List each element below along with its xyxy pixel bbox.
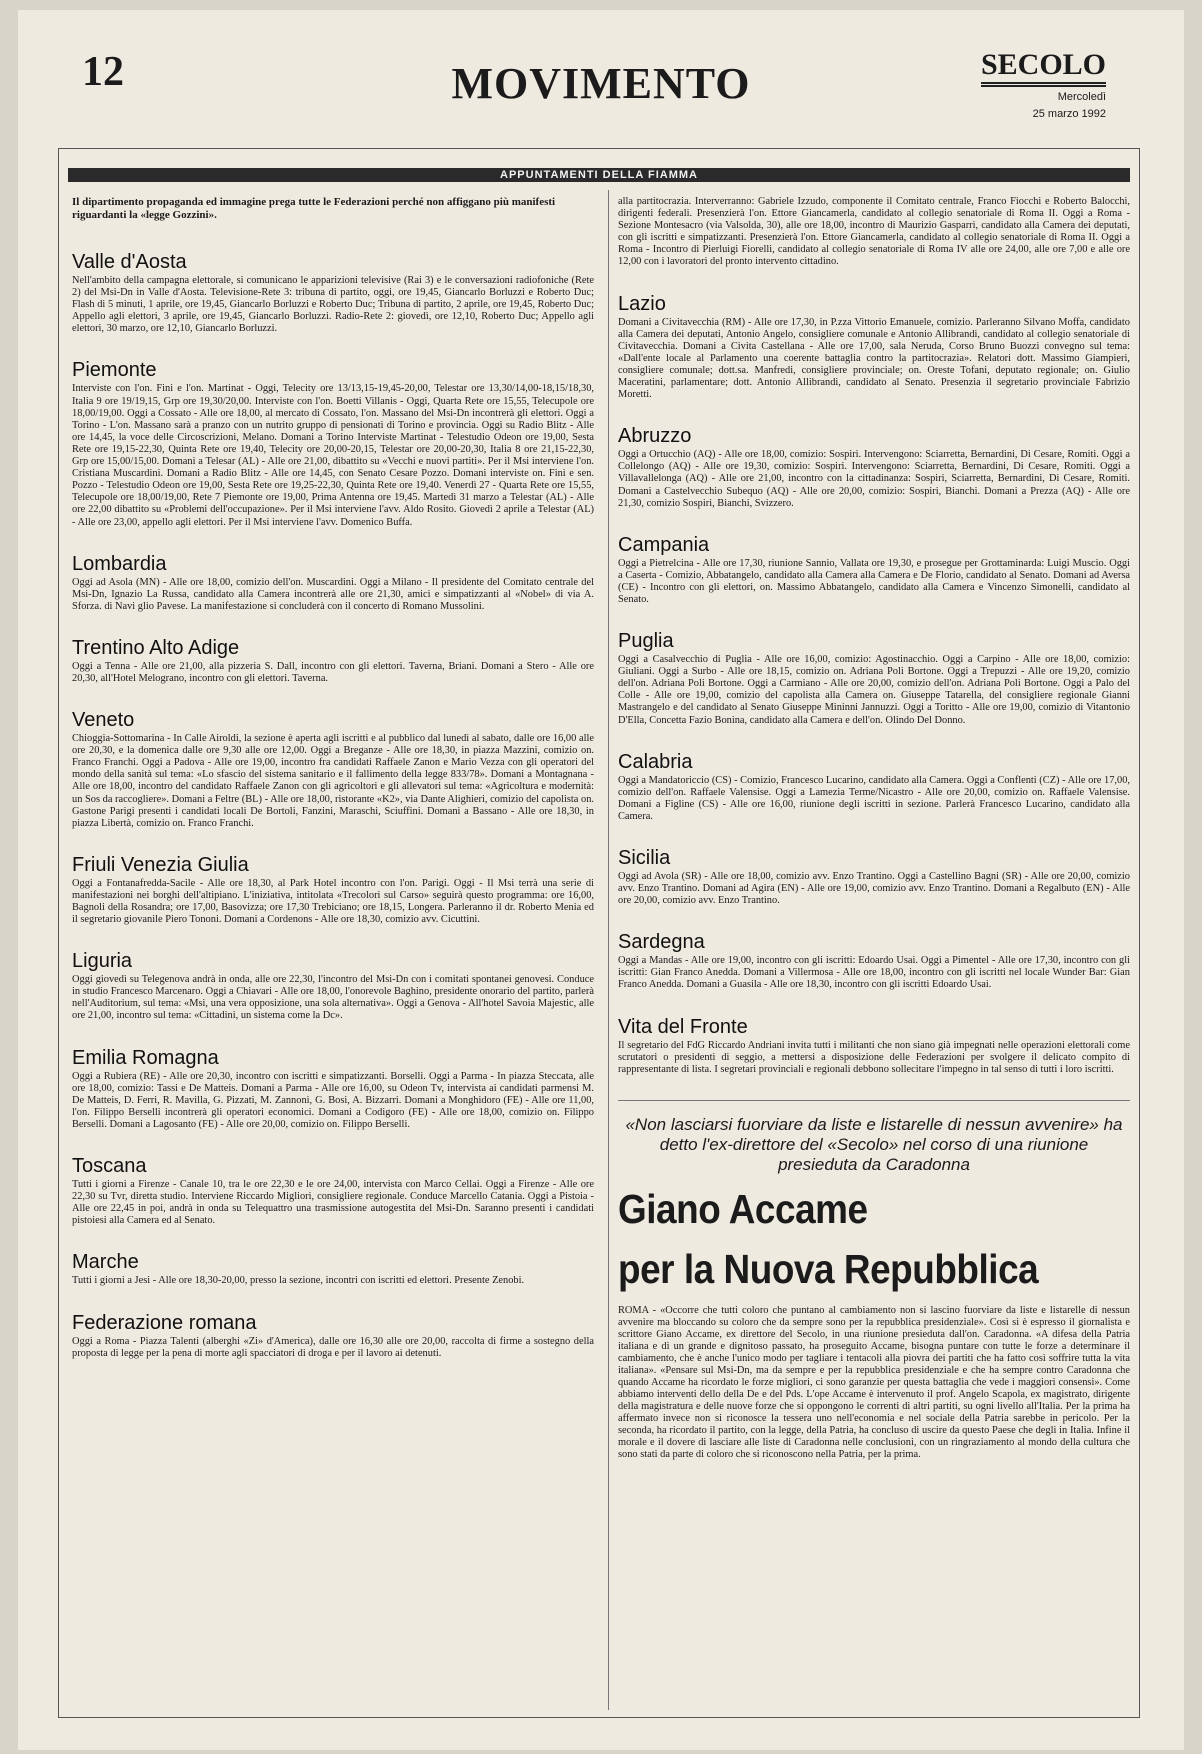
region-text: Tutti i giorni a Jesi - Alle ore 18,30-20,00, presso la sezione, incontri con iscritti ed elettori. Presente Zenobi. [72, 1275, 525, 1287]
left-region-list [72, 251, 594, 1360]
region-block [72, 950, 594, 1022]
region-text: Interviste con l'on. Fini e l'on. Martinat - Oggi, Telecity ore 13/13,15-19,45-20,00, Telestar ore 13,30/14,00-18,15/18,30, Italia 9 ore 19/19,15, Grp ore 19,30/20,00. Interviste con l'on. Boetti Villanis - Oggi, Quarta Rete ore 15,55, Telecupole ore 18,00/19,00. Oggi a Cossato - Alle ore 18,00, al mercato di Cossato, l'on. Massano del Msi-Dn incontrerà gli elettori. Oggi a Torino - L'on. Massano sarà a pranzo con un nutrito gruppo di pensionati di Torino e provincia. Oggi su Radio Blitz - Alle ore 14,45, la voce delle Circoscrizioni, Melano. Domani a Torino Interviste Martinat - Telestudio Odeon ore 19,00, Sesta Rete ore 19,15-22,30, Quinta Rete ore 19,40, Telecity ore 20,00-20,15, Telestar ore 20,00-20,30, Italia 8 ore 21,15-22,30, Grp ore 15,00/15,00. Domani a Telesar (AL) - Alle ore 21,00, dibattito su «Vecchi e nuovi partiti». Per il Msi interviene l'on. Cristiana Muscardini. Domani a Radio Blitz - Alle ore 14,45, con Senato Cesare Pozzo. Domani interviste on. Fini e sen. Pozzo - Telestudio Odeon ore 19,00, Sesta Rete ore 19,25-22,30, Quinta Rete ore 19,40. Venerdì 27 - Quarta Rete ore 15,55, Telecupole ore 18,00/19,00, Rete 7 Piemonte ore 19,00, Prima Antenna ore 19,45. Martedì 31 marzo a Telestar (AL) - Alle ore 22,00 dibattito su «Problemi dell'occupazione». Per il Msi interviene l'avv. Aldo Rosito. Giovedì 2 aprile a Telestar (AL) - Alle ore 23,00, appello agli elettori. Per il Msi interviene l'avv. Domenico Buffa. [72, 383, 594, 528]
region-title: Marche [72, 1251, 139, 1274]
region-block [618, 1016, 1130, 1076]
article-divider [618, 1100, 1130, 1101]
article-headline-line1: Giano Accame [618, 1185, 868, 1232]
region-title: Valle d'Aosta [72, 251, 187, 273]
region-text: Chioggia-Sottomarina - In Calle Airoldi, la sezione è aperta agli iscritti e al pubblico dal lunedì al sabato, dalle ore 16,00 alle ore 20,30, e la domenica dalle ore 9,30 alle ore 12,00. Oggi a Breganze - Alle ore 18,30, in piazza Mazzini, comizio on. Franco Franchi. Oggi a Padova - Alle ore 19,00, incontro fra candidati Raffaele Zanon e Mario Vezza con gli operatori del mondo della sanità sul tema: «Lo sfascio del sistema sanitario e il fallimento della legge 833/78». Domani a Montagnana - Alle ore 18,00, incontro del candidato Raffaele Zanon con gli agricoltori e gli allevatori sul tema: «Agricoltura e modernità: un Sos da raccogliere». Domani a Feltre (BL) - Alle ore 18,00, ristorante «K2», via Dante Alighieri, comizio del capolista on. Gastone Parigi presenti i candidati locali De Bortoli, Fanzini, Maraschi, Sciuffini. Domani a Bassano - Alle ore 18,30, in piazza Libertà, comizio on. Franco Franchi. [72, 733, 594, 829]
region-title: Campania [618, 533, 710, 556]
region-title: Veneto [72, 709, 135, 732]
region-title: Toscana [72, 1155, 147, 1178]
intro-notice: Il dipartimento propaganda ed immagine prega tutte le Federazioni perché non affiggano più manifesti riguardanti la «legge Gozzini». [72, 196, 556, 221]
region-text: Oggi a Tenna - Alle ore 21,00, alla pizzeria S. Dall, incontro con gli elettori. Taverna, Briani. Domani a Stero - Alle ore 20,30, all'Hotel Melograno, incontro con gli elettori. Taverna. [72, 660, 594, 684]
article-subhead: «Non lasciarsi fuorviare da liste e listarelle di nessun avvenire» ha detto l'ex-direttore del «Secolo» nel corso di una riunione presieduta da Caradonna [625, 1114, 1123, 1174]
right-column [618, 196, 1130, 1461]
region-block [72, 1155, 594, 1227]
page-number: 12 [82, 49, 124, 95]
region-block [618, 534, 1130, 606]
region-text: Tutti i giorni a Firenze - Canale 10, tra le ore 22,30 e le ore 24,00, intervista con Marco Cellai. Oggi a Firenze - Alle ore 22,30 su Tvr, diretta studio. Interviene Riccardo Migliori, consigliere regionale. Conduce Marcello Catania. Oggi a Pistoia - Alle ore 22,45 in poi, andrà in onda su Telequattro una trasmissione autogestita del Msi-Dn. Saranno presenti i candidati pistoiesi alla Camera ed al Senato. [72, 1179, 594, 1227]
region-block [618, 751, 1130, 823]
region-title: Friuli Venezia Giulia [72, 853, 249, 876]
region-block [72, 553, 594, 613]
newspaper-name: SECOLO [981, 50, 1106, 87]
region-text: Oggi a Roma - Piazza Talenti (alberghi «Zi» d'America), dalle ore 16,30 alle ore 20,00, raccolta di firme a sostegno della proposta di legge per la pena di morte agli spacciatori di droga e per il lavoro ai detenuti. [72, 1335, 594, 1359]
region-title: Sicilia [618, 847, 671, 869]
region-block [72, 251, 594, 335]
region-text: Oggi giovedì su Telegenova andrà in onda, alle ore 22,30, l'incontro del Msi-Dn con i comitati spontanei genovesi. Conduce in studio Francesco Marcenaro. Oggi a Chiavari - Alle ore 18,00, l'onorevole Baghino, presidente onorario del partito, parlerà nell'Auditorium, sul tema: «Msi, una vera opposizione, una sola alternativa». Oggi a Genova - All'hotel Savoia Majestic, alle ore 21,00, incontro sul tema: «Cittadini, un sistema come la Dc». [72, 974, 594, 1022]
region-title: Lombardia [72, 552, 167, 575]
article-body: ROMA - «Occorre che tutti coloro che puntano al cambiamento non si lascino fuorviare da liste e listarelle di nessun avvenire ma bloccando su coloro che da sempre sono per la repubblica presidenziale». Così si è espresso il giornalista e scrittore Giano Accame, ex direttore del Secolo, in una riunione presieduta dall'on. Caradonna. «A difesa della Patria italiana e di un grande e dignitoso passato, ha proseguito Accame, bisogna puntare con tutte le forze a determinare il cambiamento, che è anche l'unico modo per tagliare i tentacoli alla piovra dei partiti che ha fatto così soffrire tutta la vita italiana». «Pensare sul Msi-Dn, ma da sempre e per la repubblica presidenziale e che ha sempre contro Caradonna che quando Accame ha ricordato le forze migliori, ci sono garanzie per questa battaglia che vede i maggiori consensi». Come abbiamo interventi dello della De e del Pds. L'ope Accame è intervenuto il prof. Angelo Scapola, ex magistrato, dirigente della magistratura e delle nuove forze che si oppongono le correnti di altri partiti, su ogni livello all'Italia. Per la prima ha affermato invece non si riconosce la tessera uno nell'economia e nel sociale della Patria sarebbe in pericolo. Per la seconda, ha ricordato il partito, con la legge, della Patria, ha concluso di uscire da questo Paese che degli in Italia. Infine il morale e il dovere di lasciare alle liste di Caradonna nelle conclusioni, con un ringraziamento al mondo della cultura che sono stati da parte di coloro che si riconoscono nella Patria, per la prima. [618, 1304, 1130, 1460]
region-text: Nell'ambito della campagna elettorale, si comunicano le apparizioni televisive (Rai 3) e le conversazioni radiofoniche (Rete 2) del Msi-Dn in Valle d'Aosta. Televisione-Rete 3: tribuna di partito, oggi, ore 19,45, Giancarlo Borluzzi e Roberto Duc; Flash di 5 minuti, 1 aprile, ore 19,45, Giancarlo Borluzzi e Roberto Duc; Tribuna di partito, 2 aprile, ore 19,45, Roberto Duc; Appello agli elettori, 3 aprile, ore 19,45, Giancarlo Borluzzi. Radio-Rete 2: giovedì, ore 12,10, Roberto Duc; Appello agli elettori, 30 marzo, ore 12,10, Giancarlo Borluzzi. [72, 275, 594, 335]
region-text: Oggi ad Avola (SR) - Alle ore 18,00, comizio avv. Enzo Trantino. Oggi a Castellino Bagni (SR) - Alle ore 20,00, comizio avv. Enzo Trantino. Domani ad Agira (EN) - Alle ore 19,00, comizio avv. Enzo Trantino. Domani a Regalbuto (EN) - Alle ore 20,00, comizio avv. Enzo Trantino. [618, 871, 1130, 907]
region-block [72, 1047, 594, 1131]
issue-date: 25 marzo 1992 [1032, 108, 1106, 120]
region-continuation [618, 196, 1130, 269]
region-text: Oggi a Casalvecchio di Puglia - Alle ore 16,00, comizio: Agostinacchio. Oggi a Carpino - Alle ore 18,00, comizio: Giuliani. Oggi a Surbo - Alle ore 18,15, comizio on. Adriana Poli Bortone. Oggi a Trepuzzi - Alle ore 19,20, comizio dell'on. Adriana Poli Bortone. Oggi a Carmiano - Alle ore 20,00, comizio dell'on. Adriana Poli Bortone. Oggi a Palo del Colle - Alle ore 19,00, comizio del capolista alla Camera on. Giuseppe Tatarella, del consigliere regionale Gianni Mastrangelo e del candidato al Senato Giuseppe Mininni Jannuzzi. Oggi a Toritto - Alle ore 19,00, comizio di Vitantonio D'Ella, Concetta Fazio Bonina, candidato alla Camera e dell'on. Olindo Del Donno. [618, 654, 1130, 726]
region-block [618, 931, 1130, 991]
region-title: Abruzzo [618, 425, 692, 448]
article-headline-line2: per la Nuova Repubblica [618, 1245, 1039, 1292]
region-title: Vita del Fronte [618, 1015, 748, 1038]
section-banner: APPUNTAMENTI DELLA FIAMMA [68, 168, 1130, 182]
region-block [72, 709, 594, 830]
region-text: Domani a Civitavecchia (RM) - Alle ore 17,30, in P.zza Vittorio Emanuele, comizio. Parleranno Silvano Moffa, candidato alla Camera dei deputati, Antonio Angelo, consigliere comunale e Antonio Allibrandi, candidato al collegio senatoriale di Civitavecchia. Domani a Civita Castellana - Alle ore 17,00, sala Neruda, Corso Bruno Buozzi convegno sul tema: «Dall'ente locale al Parlamento una coerente battaglia contro la partitocrazia». Relatori dott. Massimo Giampieri, consigliere comunale; dott.sa. Manfredi, consigliere provinciale; on. Oreste Tofani, deputato regionale; on. Giulio Maceratini, parlamentare; dott. Antonio Allibrandi, candidato al Senato. Presenzia il segretario provinciale Fabrizio Moretti. [618, 316, 1130, 401]
region-block [72, 854, 594, 926]
region-block [72, 359, 594, 528]
region-title: Liguria [72, 950, 133, 973]
region-title: Calabria [618, 750, 693, 773]
region-text: Oggi a Fontanafredda-Sacile - Alle ore 18,30, al Park Hotel incontro con l'on. Parigi. Oggi - Il Msi terrà una serie di manifestazioni nei borghi dell'altipiano. L'iniziativa, intitolata «Trecolori sul Carso» seguirà questo programma: ore 16,00, Bagnoli della Rosandra; ore 17,00, Basovizza; ore 17,30 Trebiciano; ore 18,15, Longera. Parleranno il dr. Roberto Menia ed il segretario giovanile Piero Tononi. Domani a Cordenons - Alle ore 18,30, comizio avv. Cicuttini. [72, 877, 594, 926]
column-divider [608, 190, 609, 1710]
region-block [72, 1251, 594, 1287]
masthead-logo [981, 50, 1106, 121]
region-title: Trentino Alto Adige [72, 636, 240, 659]
region-text: Il segretario del FdG Riccardo Andriani invita tutti i militanti che non siano già impegnati nelle operazioni elettorali come scrutatori o presidenti di seggio, a mettersi a disposizione delle Federazioni per svolgere il delicato compito di rappresentante di lista. I segretari provinciali e regionali debbono sollecitare l'impegno in tal senso di tutti i loro iscritti. [618, 1039, 1130, 1075]
region-text: alla partitocrazia. Interverranno: Gabriele Izzudo, componente il Comitato centrale, Franco Fiocchi e Roberto Balocchi, dirigenti federali. Presenzierà l'on. Ettore Giancamerla, candidato al collegio senatoriale di Roma II. Oggi a Roma - Sezione Montesacro (via Valsolda, 30), alle ore 18,00, incontro di Maurizio Gasparri, candidato alla Camera dei deputati, con gli iscritti e simpatizzanti. Presenzierà l'on. Ettore Giancamerla, candidato al collegio senatoriale di Roma II. Oggi a Roma - Incontro di Pierluigi Fiorelli, candidato al collegio senatoriale di Roma IV alle ore 24,00, alle ore 7,00 e alle ore 12,00 con i lavoratori del pronto intervento cittadino. [618, 196, 1130, 268]
region-title: Puglia [618, 630, 674, 653]
region-text: Oggi a Pietrelcina - Alle ore 17,30, riunione Sannio, Vallata ore 19,30, e prosegue per Grottaminarda: Luigi Muscio. Oggi a Caserta - Comizio, Abbatangelo, candidato alla Camera alla Camera e De Florio, candidato al Senato. Domani ad Aversa (CE) - Incontro con gli elettori, on. Massimo Abbatangelo, candidato alla Camera e Vincenzo Simonelli, candidato al Senato. [618, 557, 1130, 605]
region-block [618, 293, 1130, 402]
left-column [72, 196, 594, 1384]
region-title: Lazio [618, 292, 666, 315]
region-title: Federazione romana [72, 1311, 257, 1334]
region-text: Oggi a Ortucchio (AQ) - Alle ore 18,00, comizio: Sospiri. Intervengono: Sciarretta, Bernardini, Di Cesare, Romiti. Oggi a Collelongo (AQ) - Alle ore 19,30, comizio: Sospiri. Intervengono: Sciarretta, Bernardini, Di Cesare, Romiti. Oggi a Villavallelonga (AQ) - Alle ore 21,00, incontro con la cittadinanza: Sospiri, Sciarretta, Bernardini, Di Cesare, Romiti. Domani a Castelvecchio Subequo (AQ) - Alle ore 20,00, comizio: Sospiri, Bianchi. Domani a Prezza (AQ) - Alle ore 21,30, comizio Sospiri, Bianchi, Svizzero. [618, 449, 1130, 509]
region-block [72, 1312, 594, 1360]
region-block [618, 847, 1130, 907]
region-title: Piemonte [72, 359, 157, 382]
region-text: Oggi ad Asola (MN) - Alle ore 18,00, comizio dell'on. Muscardini. Oggi a Milano - Il presidente del Comitato centrale del Msi-Dn, Ignazio La Russa, candidato alla Camera incontrerà alle ore 21,30, amici e simpatizzanti al «Nobel» di via A. Sforza. di Navi glio Pavese. La manifestazione si concluderà con il concerto di Romano Mussolini. [72, 576, 594, 612]
region-text: Oggi a Mandas - Alle ore 19,00, incontro con gli iscritti: Edoardo Usai. Oggi a Pimentel - Alle ore 17,30, incontro con gli iscritti: Gian Franco Anedda. Domani a Villermosa - Alle ore 18,00, incontro con gli iscritti nel locale Wunder Bar: Gian Franco Anedda. Domani a Guasila - Alle ore 18,30, incontro con gli iscritti Edoardo Usai. [618, 955, 1130, 991]
region-text: Oggi a Mandatoriccio (CS) - Comizio, Francesco Lucarino, candidato alla Camera. Oggi a Conflenti (CZ) - Alle ore 17,00, comizio dell'on. Raffaele Valensise. Oggi a Lamezia Terme/Nicastro - Alle ore 20,00, comizio on. Raffaele Valensise. Domani a Figline (CS) - Alle ore 16,00, riunione degli iscritti in sezione. Parlerà Francesco Lucarino, candidato alla Camera. [618, 774, 1130, 822]
section-title: MOVIMENTO [451, 59, 751, 108]
region-text: Oggi a Rubiera (RE) - Alle ore 20,30, incontro con iscritti e simpatizzanti. Borselli. Oggi a Parma - In piazza Steccata, alle ore 18,00, comizio: Tassi e De Matteis. Domani a Parma - Alle ore 16,00, su Odeon Tv, intervista ai candidati parmensi M. De Matteis, D. Ferri, R. Mavilla, G. Pizzati, M. Zannoni, G. Bosi, A. Bizzarri. Domani a Monghidoro (FE) - Alle ore 11,00, l'on. Filippo Berselli incontrerà gli operatori economici. Domani a Codigoro (FE) - Alle ore 18,00, comizio on. Filippo Berselli. Domani a Lagosanto (FE) - Alle ore 20,00, comizio on. Filippo Berselli. [72, 1070, 594, 1130]
region-title: Emilia Romagna [72, 1046, 219, 1069]
issue-day: Mercoledì [1057, 91, 1106, 103]
region-block [618, 425, 1130, 509]
region-block [618, 630, 1130, 727]
region-block [72, 637, 594, 685]
right-region-list [618, 293, 1130, 1076]
region-title: Sardegna [618, 931, 705, 954]
